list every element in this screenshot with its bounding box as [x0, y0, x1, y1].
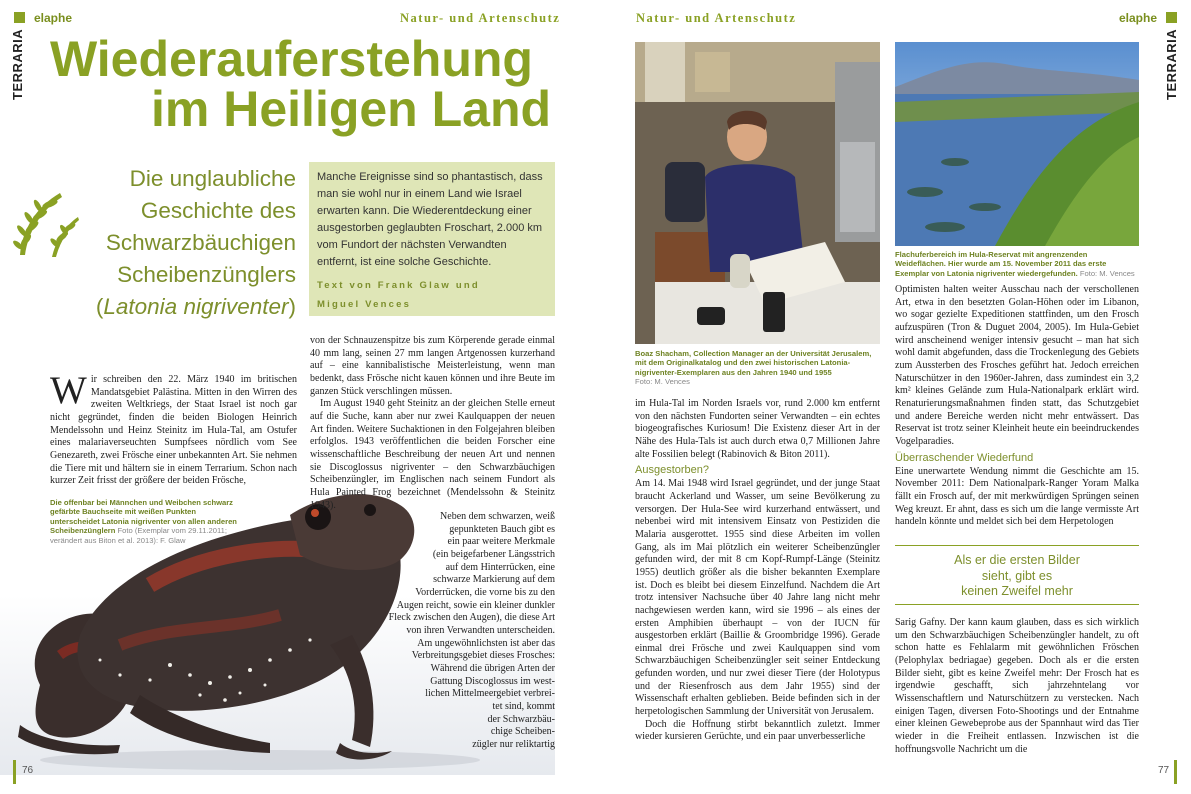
wrap-line: Während die übrigen Arten der	[430, 662, 555, 674]
column-4-continued	[895, 617, 1139, 756]
subtitle-line-3: Schwarzbäuchigen	[105, 230, 296, 255]
wrap-line: (ein beigefarbener Längsstrich	[432, 548, 555, 560]
col3-paragraph-1: im Hula-Tal im Norden Israels vor, rund 2.000 km entfernt von den nächsten Fundorten seiner Verwandten – ein echtes biogeografisches Kuriosum! Die Existenz dieser Art in der Nähe des Hula-Tals ist auch durch etwa 0,7 Millionen Jahre alte Fossilien belegt (Rabinovich & Biton 2011).	[635, 398, 880, 460]
header-square-right	[1166, 12, 1177, 23]
landscape-photo	[895, 42, 1139, 246]
column-2-wrap	[310, 511, 555, 751]
footer-bar-left	[13, 760, 16, 784]
title-line-2: im Heiligen Land	[151, 81, 552, 137]
subtitle-line-2: Geschichte des	[140, 198, 296, 223]
wrap-line: schwarze Markierung auf dem	[433, 574, 555, 586]
wrap-line: tet sind, kommt	[492, 700, 555, 712]
vertical-label-left: TERRARIA	[10, 28, 25, 100]
col3-paragraph-2: Am 14. Mai 1948 wird Israel gegründet, und der junge Staat braucht Ackerland und Wasser, um seine Bevölkerung zu versorgen. Der Hula-See wird kurzerhand entwässert, und nebenbei wird mit intensivem Einsatz von Pestiziden die Malaria ausgerottet. 1955 sind diese Arbeiten im vollen Gang, als im Mai plötzlich ein weiterer Scheibenzüngler gefunden wird, der mit 8 cm Kopf-Rumpf-Länge (Steinitz 1955) deutlich größer als die bisher bekannten Exemplare ist. Doch es bleibt bei diesem Einzelfund. Nachdem die Art trotz intensiver Nachsuche über 40 Jahre lang nicht mehr nachgewiesen werden kann, wird sie 1996 – als eines der ersten Amphibien überhaupt – von der IUCN für ausgestorben erklärt (Baillie & Groombridge 1996). Gerade einmal drei Frösche und zwei Kaulquappen sind vom Schwarzbäuchigen Scheibenzüngler seit seiner Entdeckung gefunden worden, und nur zwei dieser Tiere (der Holotypus und der Riesenfrosch aus dem Jahr 1955) sind der Wissenschaft erhalten geblieben. Beide befinden sich in der herpetologischen Sammlung der Universität von Jerusalem.	[635, 478, 880, 718]
col4-paragraph-3: Sarig Gafny. Der kann kaum glauben, dass es sich wirklich um den Schwarzbäuchigen Scheibenzüngler handelt, zu oft schon hatte es Fehlalarm mit gewöhnlichen Fröschen (Pelophylax bedriagae) gegeben. Doch als er die ersten Bilder sieht, gibt es keine Zweifel mehr: Der Frosch hat es irgendwie geschafft, sich jahrzehntelang vor Wissenschaftlern und Naturschützern zu verstecken. Nach einigen Tagen, diversen Foto-Shootings und der Entnahme einer kleinen Gewebeprobe aus der Spannhaut wird das Tier wieder in die Freiheit entlassen. Inzwischen ist die hoffnungsvolle Nachricht um die	[895, 617, 1139, 755]
section-header-left: Natur- und Artenschutz	[400, 11, 561, 25]
pull-quote	[895, 553, 1139, 600]
col2-paragraph-1: von der Schnauzenspitze bis zum Körperende gerade einmal 40 mm lang, seinen 27 mm langen Artgenossen kurzerhand auf – eine kannibalistische Meisterleistung, wenn man bedenkt, dass Frösche nicht kauen können und ihre Beute im ganzen Stück verschlingen müssen.	[310, 335, 555, 397]
lab-photo-caption-bold: Boaz Shacham, Collection Manager an der Universität Jerusalem, mit dem Originalkatalog und den zwei historischen Latonia-nigriventer-Exemplaren aus den Jahren 1940 und 1955	[635, 349, 872, 377]
col2-paragraph-2: Im August 1940 geht Steinitz an der gleichen Stelle erneut auf die Suche, kann aber nur zwei Kaulquappen der neuen Art finden. Weitere Suchaktionen in den Folgejahren bleiben erfolglos. 1943 veröffentlichen die beiden Forscher eine wissenschaftliche Beschreibung der neuen Art und nennen sie Discoglossus nigriventer – den Schwarzbäuchigen Scheibenzüngler, im Englischen nach seinem Fundort als Hula Painted Frog bezeichnet (Mendelssohn & Steinitz 1943).	[310, 398, 555, 511]
title-line-1: Wiederauferstehung	[50, 31, 533, 87]
byline: Text von Frank Glaw und Miguel Vences	[317, 280, 480, 310]
col3-paragraph-3: Doch die Hoffnung stirbt bekanntlich zuletzt. Immer wieder kursieren Gerüchte, und ein paar unverbesserliche	[635, 718, 880, 743]
wrap-line: von ihren Verwandten unterscheiden.	[406, 624, 555, 636]
heading-wiederfund: Überraschender Wiederfund	[895, 451, 1034, 464]
wrap-line: Gattung Discoglossus im west-	[430, 675, 555, 687]
col4-paragraph-1: Optimisten halten weiter Ausschau nach der verschollenen Art, etwa in den besetzten Golan-Höhen oder im Libanon, wo sogar gezielte Expeditionen stattfinden, um den Frosch aufzuspüren (Tron & Duguet 2004, 2005). Im Hula-Gebiet wird anscheinend weniger intensiv gesucht – man hat sich wohl damit abgefunden, dass die Trockenlegung des Gebiets zum Aussterben des Frosches geführt hat. Jedoch erreichen Naturschützer in den 1960er-Jahren, dass zumindest ein 3,2 km² kleines Gelände zum Hula-Nationalpark erklärt wird. Renaturierungsmaßnahmen finden statt, das Schutzgebiet und andere Bereiche werden nicht mehr entwässert. Das Reservat ist trotz seiner Kleinheit heute ein beeindruckendes Vogelparadies.	[895, 284, 1139, 447]
pull-quote-line-1: Als er die ersten Bilder	[954, 553, 1080, 567]
dropcap: W	[50, 369, 87, 412]
subtitle	[70, 163, 296, 323]
pull-quote-line-2: sieht, gibt es	[981, 568, 1053, 583]
wrap-line: Vorderrücken, die vorne bis zu den	[415, 586, 555, 598]
page-number-left: 76	[22, 765, 34, 776]
landscape-photo-caption-bold: Flachuferbereich im Hula-Reservat mit angrenzenden Weideflächen. Hier wurde am 15. November 2011 das erste Exemplar von Latonia nigriventer wiedergefunden.	[895, 250, 1107, 278]
lab-photo-caption	[635, 349, 880, 387]
column-1	[50, 369, 297, 488]
wrap-line: zügler nur reliktartig	[472, 738, 555, 750]
lab-photo-caption-credit: Foto: M. Vences	[635, 377, 690, 387]
wrap-line: chige Scheiben-	[490, 726, 555, 738]
heading-ausgestorben: Ausgestorben?	[635, 464, 709, 477]
col1-paragraph-1: ir schreiben den 22. März 1940 im britischen Mandatsgebiet Palästina. Mitten in den Wirren des zweiten Weltkriegs, der Staat Israel ist noch gar nicht gegründet, finden die beiden Biologen Heinrich Mendelssohn und Heinz Steinitz im Hula-Tal, am Ostufer eines malariaverseuchten Sumpfsees nördlich vom See Genezareth, zwei Frösche einer unbekannten Art. Sie nehmen die Tiere mit und hältern sie in einem Terrarium. Schon nach kurzer Zeit frisst der größere der beiden Frösche,	[50, 374, 297, 487]
wrap-line: Verbreitungsgebiet dieses Frosches:	[411, 650, 555, 662]
column-4	[895, 284, 1139, 529]
subtitle-line-5: (Latonia nigriventer)	[95, 294, 296, 319]
wrap-line: Augen reicht, sowie ein kleiner dunkler	[396, 599, 555, 611]
col4-paragraph-2: Eine unerwartete Wendung nimmt die Geschichte am 15. November 2011: Dem Nationalpark-Ranger Yoram Malka fällt ein Frosch auf, der mit merkwürdigen Sprüngen seinen Weg kreuzt. Er ahnt, dass es sich um die lange vermisste Art handeln könnte und meldet sich bei dem Herpetologen	[895, 465, 1139, 528]
subtitle-line-1: Die unglaubliche	[129, 166, 296, 191]
wrap-line: Fleck zwischen den Augen), die diese Art	[388, 612, 555, 624]
pull-quote-rule-top	[895, 545, 1139, 546]
page-number-right: 77	[1158, 765, 1170, 776]
column-3	[635, 398, 880, 744]
species-name: Latonia nigriventer	[103, 294, 289, 319]
column-2	[310, 335, 555, 512]
intro-box	[309, 162, 555, 316]
wrap-line: auf dem Hinterrücken, eine	[445, 561, 555, 573]
frog-caption-bold: Die offenbar bei Männchen und Weibchen schwarz gefärbte Bauchseite mit weißen Punkten unterscheidet Latonia nigriventer von allen anderen Scheibenzünglern	[50, 498, 237, 536]
landscape-photo-caption	[895, 250, 1139, 278]
frog-caption-credit: Foto (Exemplar vom 29.11.2011; verändert aus Biton et al. 2013): F. Glaw	[50, 526, 227, 545]
frog-caption	[50, 498, 245, 545]
header-square-left	[14, 12, 25, 23]
wrap-line: Neben dem schwarzen, weiß	[440, 511, 555, 522]
vertical-label-right: TERRARIA	[1164, 28, 1179, 100]
pull-quote-rule-bottom	[895, 604, 1139, 605]
brand-left: elaphe	[34, 11, 73, 25]
brand-right: elaphe	[1119, 11, 1158, 25]
wrap-line: lichen Mittelmeergebiet verbrei-	[425, 688, 555, 700]
intro-text: Manche Ereignisse sind so phantastisch, dass man sie wohl nur in einem Land wie Israel erwarten kann. Die Wiederentdeckung einer ausgestorben geglaubten Froschart, 2.000 km vom Fundort der nächsten Verwandten entfernt, ist eine solche Geschichte.	[317, 171, 543, 268]
wrap-line: Am ungewöhnlichsten ist aber das	[417, 637, 555, 649]
wrap-line: der Schwarzbäu-	[487, 713, 555, 725]
pull-quote-line-3: keinen Zweifel mehr	[961, 584, 1073, 598]
footer-bar-right	[1174, 760, 1177, 784]
lab-photo	[635, 42, 880, 344]
section-header-right: Natur- und Artenschutz	[636, 11, 797, 25]
subtitle-line-4: Scheibenzünglers	[117, 262, 296, 287]
wrap-line: gepunkteten Bauch gibt es	[449, 523, 555, 535]
wrap-line: ein paar weitere Merkmale	[447, 536, 555, 548]
landscape-photo-caption-credit: Foto: M. Vences	[1079, 268, 1135, 278]
